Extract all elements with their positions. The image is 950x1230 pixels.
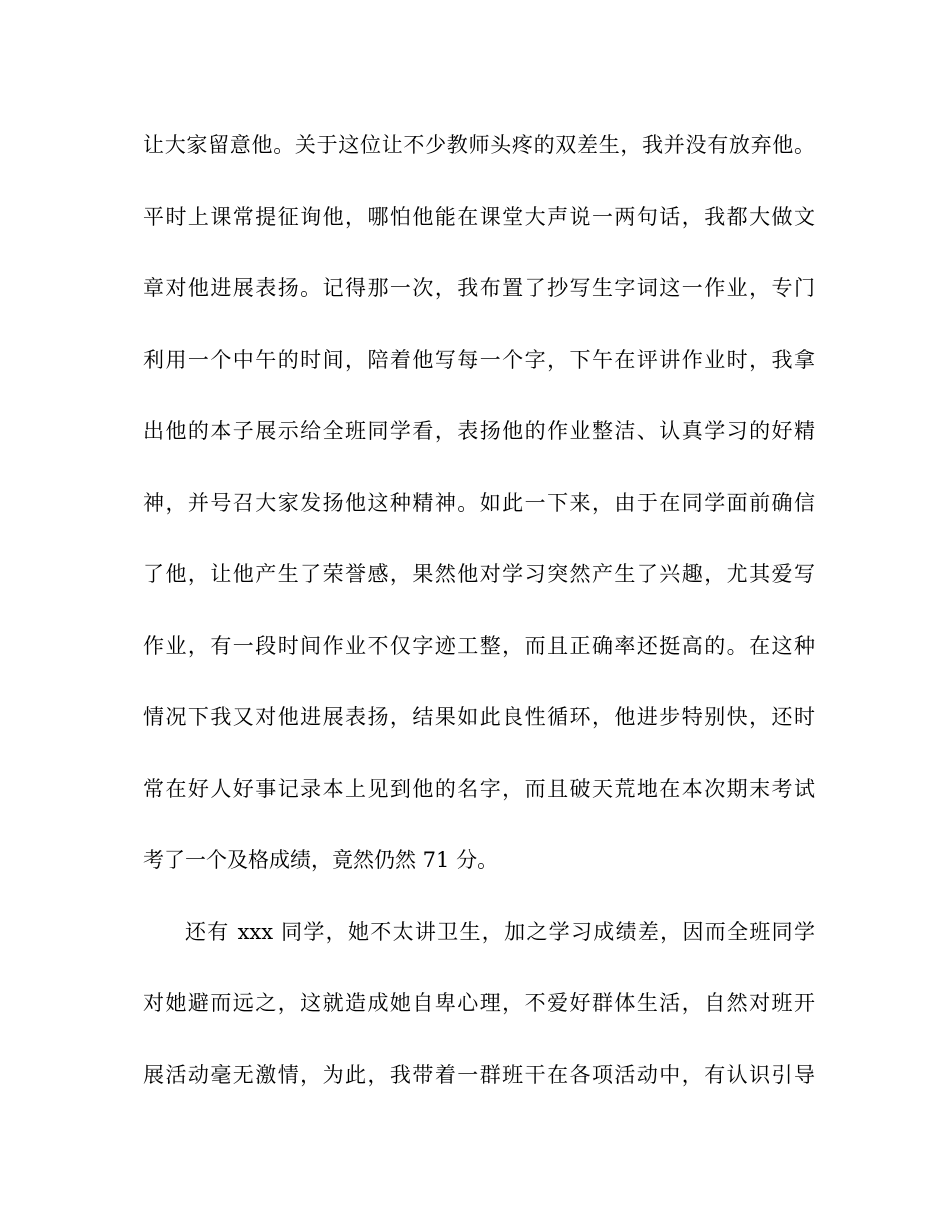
text-line: 神，并号召大家发扬他这种精神。如此一下来，由于在同学面前确信	[143, 490, 815, 515]
text-line: 出他的本子展示给全班同学看，表扬他的作业整洁、认真学习的好精	[143, 419, 815, 443]
text-line: 利用一个中午的时间，陪着他写每一个字，下午在评讲作业时，我拿	[143, 347, 815, 372]
text-line: 考了一个及格成绩，竟然仍然 71 分。	[143, 848, 499, 872]
body-text	[143, 120, 815, 1121]
text-line: 常在好人好事记录本上见到他的名字，而且破天荒地在本次期末考试	[143, 776, 815, 801]
text-line: 情况下我又对他进展表扬，结果如此良性循环，他进步特别快，还时	[143, 705, 815, 729]
text-line: 让大家留意他。关于这位让不少教师头疼的双差生，我并没有放弃他。	[143, 133, 815, 157]
text-line: 了他，让他产生了荣誉感，果然他对学习突然产生了兴趣，尤其爱写	[143, 562, 815, 586]
text-line: 章对他进展表扬。记得那一次，我布置了抄写生字词这一作业，专门	[143, 276, 815, 300]
text-line: 作业，有一段时间作业不仅字迹工整，而且正确率还挺高的。在这种	[143, 633, 815, 658]
text-line: 平时上课常提征询他，哪怕他能在课堂大声说一两句话，我都大做文	[143, 204, 815, 229]
paragraph-first-line: 还有 xxx 同学，她不太讲卫生，加之学习成绩差，因而全班同学	[185, 919, 815, 944]
text-line: 展活动毫无激情，为此，我带着一群班干在各项活动中，有认识引导	[143, 1062, 815, 1087]
text-line: 对她避而远之，这就造成她自卑心理，不爱好群体生活，自然对班开	[143, 991, 815, 1015]
